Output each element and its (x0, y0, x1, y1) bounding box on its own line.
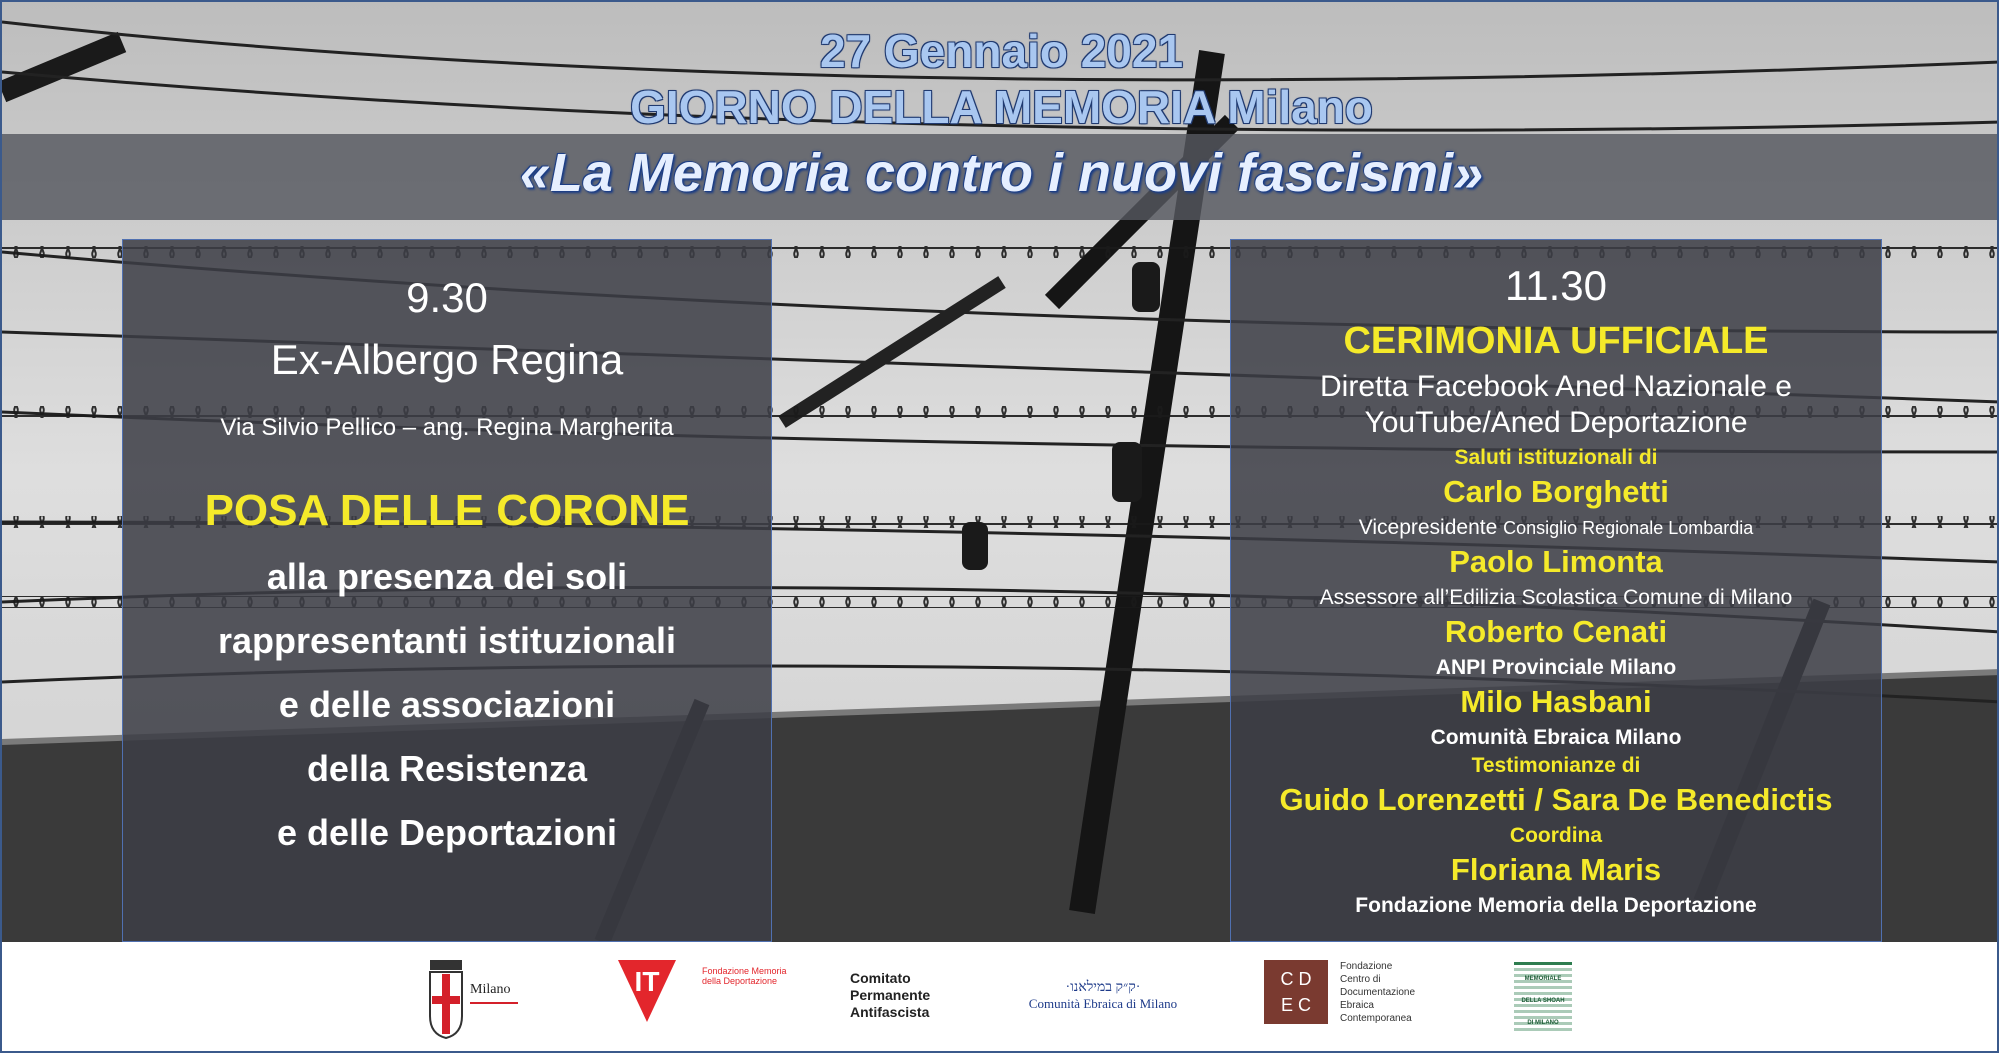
speaker-2-name: Paolo Limonta (1449, 544, 1663, 579)
milano-logo (426, 952, 526, 1042)
coordinator-org: Fondazione Memoria della Deportazione (1355, 894, 1757, 917)
event-title: GIORNO DELLA MEMORIA Milano (630, 81, 1373, 133)
comitato-logo: Comitato Permanente Antifascista (850, 970, 931, 1020)
morning-line-1: alla presenza dei soli (266, 556, 628, 597)
speaker-3-name: Roberto Cenati (1444, 614, 1668, 649)
coordinator-label: Coordina (1509, 824, 1603, 847)
testimonies-label: Testimonianze di (1471, 754, 1641, 777)
milano-text: Milano (470, 982, 511, 997)
memoriale-shoah-logo (1514, 962, 1572, 1032)
hebrew-text: ·ק״ק במילאנו· (1065, 980, 1141, 995)
stream-line-1: Diretta Facebook Aned Nazionale e (1320, 370, 1792, 403)
fondazione-text: Fondazione Memoria della Deportazione (702, 966, 787, 986)
morning-address: Via Silvio Pellico – ang. Regina Margherita (220, 414, 674, 441)
speaker-1-name: Carlo Borghetti (1443, 474, 1669, 509)
cdec-logo (1264, 960, 1444, 1040)
stream-line-2: YouTube/Aned Deportazione (1364, 406, 1748, 439)
ceremony-title: CERIMONIA UFFICIALE (1343, 320, 1769, 362)
morning-line-3: e delle associazioni (278, 684, 616, 725)
morning-program-box (122, 239, 772, 942)
morning-line-2: rappresentanti istituzionali (217, 620, 677, 661)
sponsor-logos (2, 942, 1999, 1053)
ceremony-program-box (1230, 239, 1882, 942)
milano-crest-icon (426, 960, 466, 1040)
coordinator-name: Floriana Maris (1450, 852, 1662, 887)
speaker-1-role: Vicepresidente Consiglio Regionale Lombardia (1358, 516, 1754, 539)
speaker-3-role: ANPI Provinciale Milano (1435, 656, 1677, 679)
morning-title: POSA DELLE CORONE (204, 486, 690, 535)
morning-line-5: e delle Deportazioni (276, 812, 618, 853)
ceremony-time: 11.30 (1505, 262, 1607, 309)
greetings-label: Saluti istituzionali di (1454, 446, 1658, 469)
cdec-text: Fondazione Centro di Documentazione Ebraica Contemporanea (1340, 961, 1416, 1024)
it-letters: IT (634, 966, 660, 997)
speaker-4-role: Comunità Ebraica Milano (1430, 726, 1682, 749)
morning-place: Ex-Albergo Regina (270, 336, 624, 383)
morning-line-4: della Resistenza (306, 748, 588, 789)
slogan: «La Memoria contro i nuovi fascismi» (519, 143, 1484, 203)
comunita-text: Comunità Ebraica di Milano (1028, 996, 1178, 1011)
event-date: 27 Gennaio 2021 (819, 25, 1184, 77)
morning-time: 9.30 (406, 274, 488, 321)
milano-rule (470, 1002, 518, 1004)
speaker-2-role: Assessore all’Edilizia Scolastica Comune di Milano (1319, 586, 1793, 609)
fondazione-memoria-logo (618, 960, 788, 1030)
cdec-mark: C D E C (1264, 960, 1328, 1024)
speaker-4-name: Milo Hasbani (1460, 684, 1652, 719)
comunita-ebraica-logo (1028, 980, 1178, 1020)
witnesses: Guido Lorenzetti / Sara De Benedictis (1279, 782, 1833, 817)
memoriale-text: MEMORIALE DELLA SHOAH DI MILANO (1514, 968, 1572, 1034)
